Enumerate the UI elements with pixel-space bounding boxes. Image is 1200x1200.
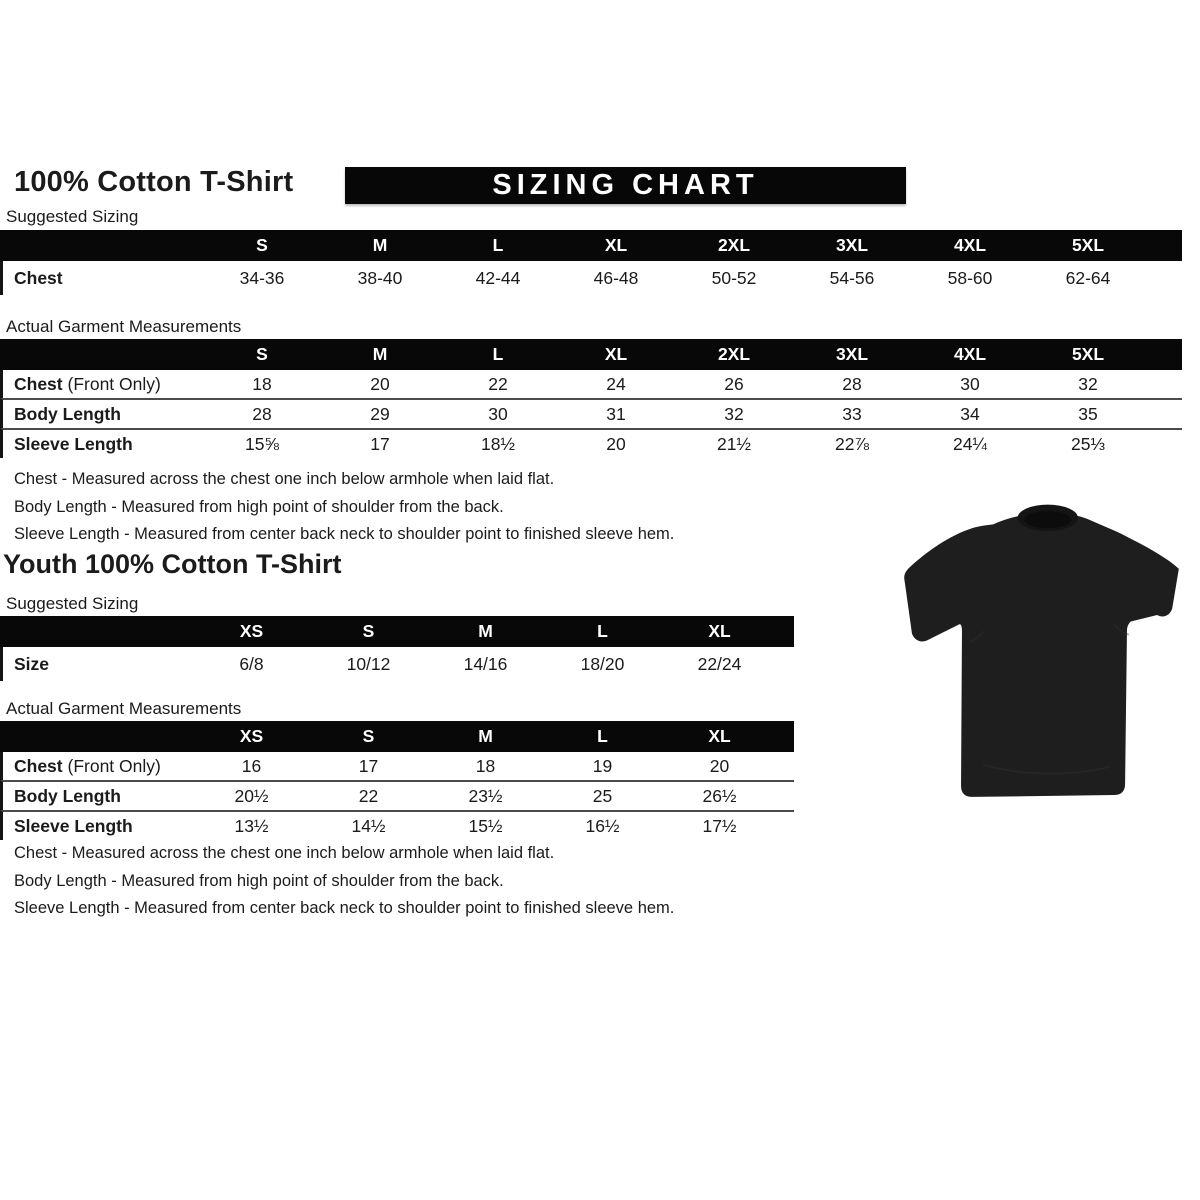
tshirt-collar-opening bbox=[1024, 511, 1071, 528]
adult-suggested-header-row bbox=[0, 230, 1182, 261]
cell-value: 54-56 bbox=[829, 267, 875, 288]
cell-value: 22 bbox=[488, 373, 508, 394]
column-header: 5XL bbox=[1071, 235, 1105, 255]
row-label: Sleeve Length bbox=[14, 815, 133, 836]
cell-value: 6/8 bbox=[239, 653, 264, 674]
column-header: XS bbox=[239, 621, 264, 641]
cell-value: 20½ bbox=[234, 785, 269, 806]
row-label: Chest (Front Only) bbox=[14, 755, 161, 776]
table-row bbox=[0, 780, 794, 810]
cell-value: 20 bbox=[606, 433, 626, 454]
column-header: L bbox=[492, 344, 504, 364]
cell-value: 58-60 bbox=[947, 267, 993, 288]
column-header: XL bbox=[708, 621, 731, 641]
cell-value: 15½ bbox=[468, 815, 503, 836]
cell-value: 13½ bbox=[234, 815, 269, 836]
adult-measurement-notes bbox=[14, 466, 674, 549]
column-header: L bbox=[597, 726, 608, 746]
cell-value: 18/20 bbox=[580, 653, 625, 674]
youth-suggested-header-row bbox=[0, 616, 794, 647]
cell-value: 17 bbox=[358, 755, 379, 776]
youth-suggested-sizing-label: Suggested Sizing bbox=[6, 594, 139, 613]
tshirt-body bbox=[904, 513, 1179, 797]
youth-measurement-notes bbox=[14, 840, 674, 923]
column-header: 3XL bbox=[835, 235, 869, 255]
cell-value: 18 bbox=[252, 373, 272, 394]
note-line: Chest - Measured across the chest one inch below armhole when laid flat. bbox=[14, 470, 555, 488]
sizing-chart-banner bbox=[345, 167, 906, 204]
row-label: Chest bbox=[14, 267, 63, 288]
cell-value: 17½ bbox=[702, 815, 737, 836]
column-header: 2XL bbox=[717, 344, 751, 364]
table-row bbox=[0, 428, 1182, 458]
cell-value: 20 bbox=[370, 373, 390, 394]
cell-value: 20 bbox=[709, 755, 730, 776]
adult-suggested-table bbox=[0, 230, 1182, 295]
cell-value: 62-64 bbox=[1065, 267, 1111, 288]
adult-actual-header-row bbox=[0, 339, 1182, 370]
cell-value: 30 bbox=[960, 373, 980, 394]
cell-value: 16½ bbox=[585, 815, 620, 836]
cell-value: 16 bbox=[241, 755, 262, 776]
cell-value: 24¼ bbox=[952, 433, 988, 454]
tshirt-image bbox=[888, 482, 1200, 812]
cell-value: 22⅞ bbox=[834, 433, 870, 454]
cell-value: 32 bbox=[1078, 373, 1098, 394]
cell-value: 26 bbox=[724, 373, 744, 394]
column-header: 5XL bbox=[1071, 344, 1105, 364]
adult-actual-table bbox=[0, 339, 1182, 458]
youth-suggested-table bbox=[0, 616, 794, 681]
cell-value: 34 bbox=[960, 403, 980, 424]
row-label: Chest (Front Only) bbox=[14, 373, 161, 394]
row-label: Size bbox=[14, 653, 50, 674]
column-header: S bbox=[256, 235, 268, 255]
column-header: XL bbox=[604, 235, 628, 255]
note-line: Body Length - Measured from high point of shoulder from the back. bbox=[14, 871, 504, 890]
table-row bbox=[0, 810, 794, 840]
cell-value: 38-40 bbox=[357, 267, 403, 288]
column-header: M bbox=[372, 235, 388, 255]
column-header: 3XL bbox=[835, 344, 869, 364]
column-header: XL bbox=[604, 344, 628, 364]
cell-value: 25 bbox=[592, 785, 613, 806]
cell-value: 26½ bbox=[702, 785, 737, 806]
table-row bbox=[0, 647, 794, 681]
cell-value: 18½ bbox=[480, 433, 516, 454]
cell-value: 25⅓ bbox=[1070, 433, 1106, 454]
note-line: Sleeve Length - Measured from center back neck to shoulder point to finished sleeve hem. bbox=[14, 525, 675, 543]
cell-value: 17 bbox=[370, 433, 390, 454]
row-label: Sleeve Length bbox=[14, 433, 133, 454]
column-header: L bbox=[597, 621, 608, 641]
cell-value: 30 bbox=[488, 403, 508, 424]
note-line: Chest - Measured across the chest one inch below armhole when laid flat. bbox=[14, 844, 555, 862]
adult-suggested-sizing-label: Suggested Sizing bbox=[6, 207, 139, 226]
column-header: S bbox=[256, 344, 268, 364]
cell-value: 28 bbox=[842, 373, 862, 394]
row-label: Body Length bbox=[14, 403, 121, 424]
cell-value: 32 bbox=[724, 403, 744, 424]
table-row bbox=[0, 752, 794, 780]
adult-actual-measurements-label: Actual Garment Measurements bbox=[6, 317, 242, 336]
column-header: M bbox=[372, 344, 388, 364]
cell-value: 14/16 bbox=[463, 653, 508, 674]
column-header: 2XL bbox=[717, 235, 751, 255]
note-line: Body Length - Measured from high point of shoulder from the back. bbox=[14, 497, 504, 516]
table-row bbox=[0, 261, 1182, 295]
cell-value: 35 bbox=[1078, 403, 1098, 424]
column-header: S bbox=[362, 621, 375, 641]
cell-value: 50-52 bbox=[711, 267, 757, 288]
youth-actual-header-row bbox=[0, 721, 794, 752]
cell-value: 19 bbox=[592, 755, 613, 776]
youth-actual-table bbox=[0, 721, 794, 840]
cell-value: 18 bbox=[475, 755, 496, 776]
cell-value: 15⅝ bbox=[244, 433, 280, 454]
youth-title: Youth 100% Cotton T-Shirt bbox=[3, 549, 342, 579]
column-header: 4XL bbox=[953, 235, 987, 255]
youth-actual-measurements-label: Actual Garment Measurements bbox=[6, 699, 242, 718]
cell-value: 22/24 bbox=[697, 653, 742, 674]
column-header: S bbox=[362, 726, 375, 746]
cell-value: 42-44 bbox=[475, 267, 521, 288]
column-header: 4XL bbox=[953, 344, 987, 364]
cell-value: 29 bbox=[370, 403, 390, 424]
column-header: M bbox=[478, 726, 493, 746]
cell-value: 23½ bbox=[468, 785, 503, 806]
cell-value: 14½ bbox=[351, 815, 386, 836]
note-line: Sleeve Length - Measured from center back neck to shoulder point to finished sleeve hem. bbox=[14, 899, 675, 917]
cell-value: 21½ bbox=[716, 433, 752, 454]
cell-value: 46-48 bbox=[593, 267, 639, 288]
cell-value: 31 bbox=[606, 403, 626, 424]
column-header: L bbox=[492, 235, 504, 255]
cell-value: 22 bbox=[358, 785, 379, 806]
row-label: Body Length bbox=[14, 785, 121, 806]
cell-value: 24 bbox=[606, 373, 626, 394]
column-header: M bbox=[478, 621, 493, 641]
page-title: 100% Cotton T-Shirt bbox=[14, 166, 294, 198]
banner-text: SIZING CHART bbox=[492, 169, 759, 201]
column-header: XS bbox=[239, 726, 264, 746]
cell-value: 33 bbox=[842, 403, 862, 424]
cell-value: 10/12 bbox=[346, 653, 391, 674]
table-row bbox=[0, 398, 1182, 428]
table-row bbox=[0, 370, 1182, 398]
cell-value: 34-36 bbox=[239, 267, 285, 288]
column-header: XL bbox=[708, 726, 731, 746]
tshirt-graphic bbox=[888, 482, 1200, 812]
cell-value: 28 bbox=[252, 403, 272, 424]
